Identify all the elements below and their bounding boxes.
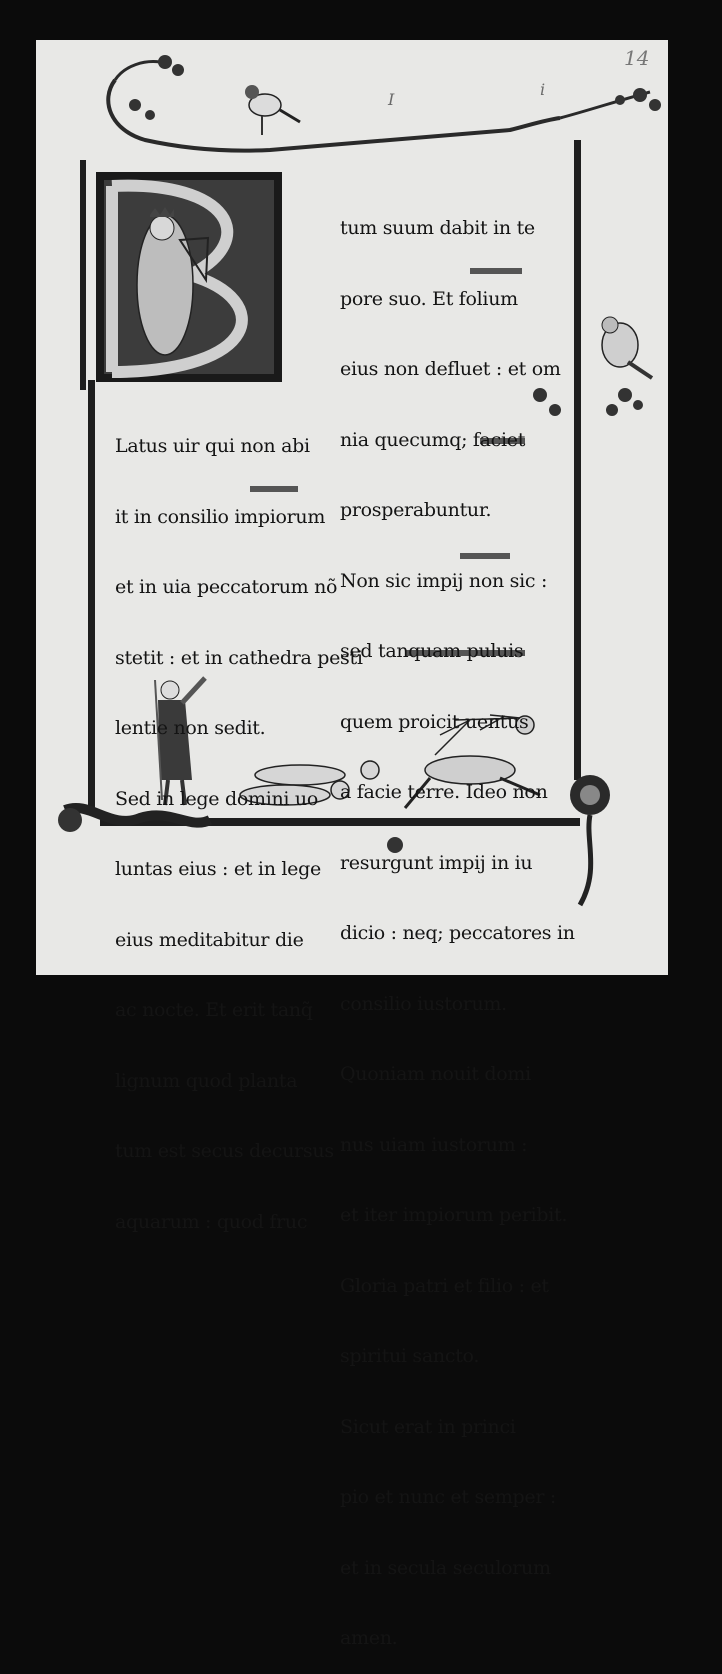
text-line: prosperabuntur. [340,499,492,521]
text-line: nia quecumq; faciet [340,428,526,451]
text-line: dicio : neq; peccatores in [340,922,575,944]
text-line: et iter impiorum peribit. [340,1204,568,1226]
text-line: tum suum dabit in te [340,217,535,239]
right-border-bar [574,140,581,780]
text-line: et in uia peccatorum nõ [115,576,338,598]
text-line: consilio iustorum. [340,992,507,1015]
historiated-initial-b [96,172,282,382]
text-line: Quoniam nouit domi [340,1063,531,1085]
text-line: pio et nunc et semper : [340,1486,556,1508]
top-leaves [129,55,661,120]
text-column-left [115,388,363,1258]
text-column-right [340,170,575,1674]
goldfinch-bird [245,85,300,135]
margin-mark-1: I [388,90,395,109]
text-line: luntas eius : et in lege [115,858,321,880]
text-line: et in secula seculorum [340,1556,551,1579]
text-line: Gloria patri et filio : et [340,1274,549,1297]
text-line: stetit : et in cathedra pesti [115,646,363,669]
text-line: aquarum : quod fruc [115,1210,308,1233]
text-line: sed tanquam puluis [340,640,524,662]
text-line: eius meditabitur die [115,928,304,951]
margin-mark-2: i [540,80,546,99]
text-line: a facie terre. Ideo non [340,781,548,803]
text-line: it in consilio impiorum [115,505,326,528]
text-line: resurgunt impij in iu [340,851,533,874]
text-line: pore suo. Et folium [340,287,518,310]
text-line: Non sic impij non sic : [340,569,548,592]
folio-number: 14 [624,46,650,70]
text-line: lentie non sedit. [115,717,266,739]
top-vine-flourish [108,62,650,151]
text-line: eius non defluet : et om [340,358,561,380]
text-line: spiritui sancto. [340,1345,480,1367]
text-line: lignum quod planta [115,1069,298,1092]
left-border-bar [80,160,95,810]
text-line: Latus uir qui non abi [115,435,310,457]
falcon-bird [602,317,652,378]
text-line: Sed in lege domini uo [115,787,319,810]
text-line: tum est secus decursus [115,1140,334,1162]
text-line: quem proicit uentus [340,710,529,733]
text-line: ac nocte. Et erit tanq̃ [115,999,313,1021]
right-vine [533,388,643,416]
text-line: nus uiam iustorum : [340,1133,528,1156]
text-line: Sicut erat in princi [340,1415,516,1438]
text-line: amen. [340,1627,398,1649]
